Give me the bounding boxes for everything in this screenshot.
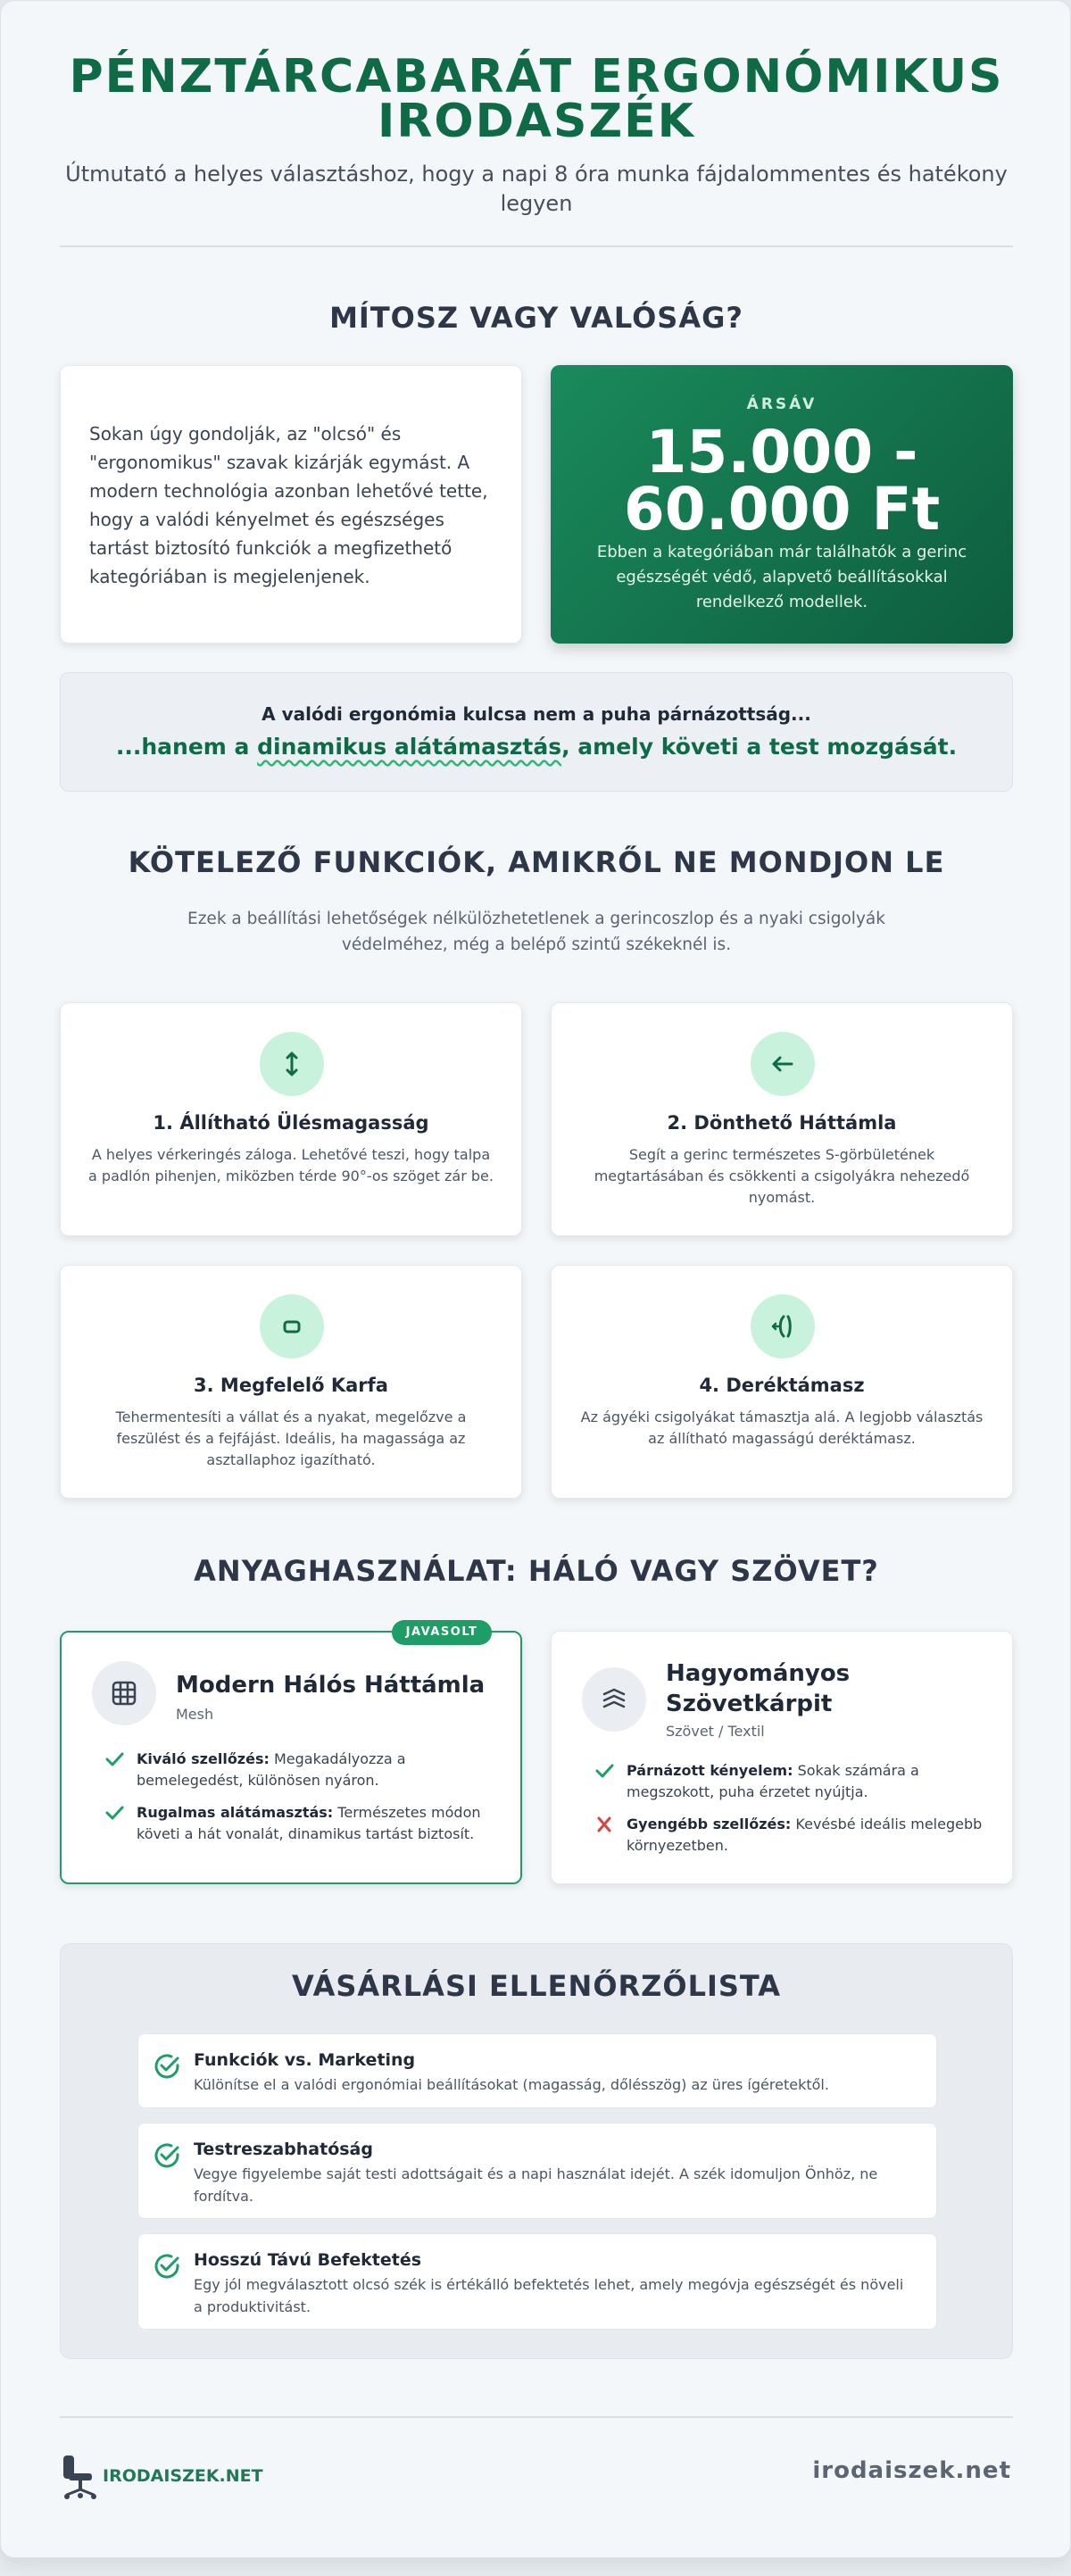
footer-logo-text: IRODAISZEK.NET — [103, 2466, 263, 2486]
bullet-text: Kevésbé ideális melegebb környezetben. — [627, 1816, 983, 1854]
callout-highlight: dinamikus alátámasztás — [257, 734, 562, 760]
grid-icon — [92, 1661, 156, 1725]
footer-logo[interactable] — [60, 2450, 274, 2500]
checklist-item-desc: Egy jól megválasztott olcsó szék is értékálló befektetés lehet, amely megóvja egészségét és növeli a produktivitást. — [194, 2276, 904, 2315]
fabric-title-line2: Szövetkárpit — [666, 1691, 833, 1717]
bullet-label: Rugalmas alátámasztás: — [137, 1804, 334, 1821]
features-section-title: KÖTELEZŐ FUNKCIÓK, AMIKRŐL NE MONDJON LE — [128, 845, 945, 879]
check-circle-icon — [153, 2252, 181, 2284]
feature-title: 4. Deréktámasz — [699, 1375, 865, 1396]
page-title-line2: IRODASZÉK — [378, 95, 695, 148]
cross-icon — [594, 1816, 614, 1840]
page-title-line1: PÉNZTÁRCABARÁT ERGONÓMIKUS — [69, 50, 1004, 104]
checklist-item-title: Hosszú Távú Befektetés — [194, 2250, 422, 2270]
price-range-card — [551, 365, 1013, 644]
myth-text-card — [60, 365, 522, 644]
bullet-label: Kiváló szellőzés: — [137, 1750, 270, 1767]
bullet-label: Gyengébb szellőzés: — [627, 1816, 792, 1832]
price-label: ÁRSÁV — [746, 395, 818, 413]
callout-box — [60, 672, 1013, 792]
bullet-text: Megakadályozza a bemelegedést, különösen nyáron. — [137, 1750, 406, 1789]
price-value — [551, 418, 1013, 544]
price-value-line1: 15.000 - — [645, 418, 918, 486]
fabric-subtitle: Szövet / Textil — [666, 1723, 765, 1740]
feature-card-lumbar — [551, 1265, 1013, 1499]
checklist-title: VÁSÁRLÁSI ELLENŐRZŐLISTA — [291, 1969, 782, 2003]
feature-desc: Tehermentesíti a vállat és a nyakat, megelőzve a feszülést és a fejfájást. Ideális, ha magassága az asztallaphoz igazítható. — [115, 1408, 467, 1468]
materials-section-title: ANYAGHASZNÁLAT: HÁLÓ VAGY SZÖVET? — [194, 1554, 879, 1588]
feature-card-backrest — [551, 1002, 1013, 1236]
purchase-checklist — [60, 1943, 1013, 2359]
checklist-item-title: Funkciók vs. Marketing — [194, 2050, 416, 2070]
checklist-item — [137, 2123, 937, 2219]
check-icon — [594, 1762, 614, 1786]
fabric-con-ventilation — [594, 1814, 987, 1857]
bullet-text: Természetes módon követi a hát vonalát, dinamikus tartást biztosít. — [137, 1804, 481, 1842]
feature-title: 3. Megfelelő Karfa — [194, 1375, 388, 1396]
myth-text: Sokan úgy gondolják, az "olcsó" és "ergonomikus" szavak kizárják egymást. A modern technológia azonban lehetővé tette, hogy a valódi kényelmet és egészséges tartást biztosító funkciók a megfizethető kategóriában is megjelenjenek. — [89, 423, 488, 587]
checklist-item-desc: Vegye figyelembe saját testi adottságait és a napi használat idejét. A szék idomuljon Önhöz, ne fordítva. — [194, 2165, 878, 2205]
armrest-icon — [260, 1294, 324, 1359]
callout-line2 — [61, 734, 1012, 760]
feature-desc: A helyes vérkeringés záloga. Lehetővé teszi, hogy talpa a padlón pihenjen, miközben térde 90°-os szöget zár be. — [88, 1146, 494, 1184]
checklist-item-desc: Különítse el a valódi ergonómiai beállításokat (magasság, dőlésszög) az üres ígéretektől. — [194, 2076, 829, 2093]
footer-domain-link[interactable]: irodaiszek.net — [812, 2457, 1011, 2484]
myth-section-title: MÍTOSZ VAGY VALÓSÁG? — [329, 301, 743, 335]
fabric-title — [666, 1658, 850, 1719]
recommended-badge: JAVASOLT — [392, 1620, 492, 1645]
feature-card-armrest — [60, 1265, 522, 1499]
bullet-text: Sokak számára a megszokott, puha érzetet nyújtja. — [627, 1762, 919, 1800]
office-chair-icon — [60, 2454, 101, 2500]
feature-desc: Az ágyéki csigolyákat támasztja alá. A legjobb választás az állítható magasságú deréktámasz. — [580, 1408, 984, 1447]
page-title — [60, 50, 1013, 148]
mesh-subtitle: Mesh — [176, 1706, 214, 1723]
mesh-pro-support — [104, 1802, 497, 1845]
divider — [60, 245, 1013, 247]
checklist-item — [137, 2233, 937, 2330]
checklist-item-title: Testreszabhatóság — [194, 2140, 373, 2159]
footer-divider — [60, 2416, 1013, 2418]
feature-title: 1. Állítható Ülésmagasság — [153, 1112, 429, 1134]
page-subtitle: Útmutató a helyes választáshoz, hogy a napi 8 óra munka fájdalommentes és hatékony legyen — [65, 162, 1008, 216]
price-value-line2: 60.000 Ft — [623, 475, 941, 544]
mesh-pro-ventilation — [104, 1749, 497, 1791]
mesh-title: Modern Hálós Háttámla — [176, 1672, 486, 1699]
check-icon — [104, 1804, 124, 1828]
fabric-title-line1: Hagyományos — [666, 1660, 851, 1687]
callout-line1: A valódi ergonómia kulcsa nem a puha párnázottság... — [262, 703, 811, 725]
layers-icon — [582, 1667, 646, 1732]
bullet-label: Párnázott kényelem: — [627, 1762, 793, 1779]
check-circle-icon — [153, 2141, 181, 2173]
callout-prefix: ...hanem a — [115, 734, 258, 760]
callout-suffix: , amely követi a test mozgását. — [561, 734, 958, 760]
checklist-item — [137, 2033, 937, 2108]
check-icon — [104, 1750, 124, 1774]
feature-card-seat-height — [60, 1002, 522, 1236]
check-circle-icon — [153, 2052, 181, 2084]
vertical-arrows-icon — [260, 1032, 324, 1096]
fabric-pro-comfort — [594, 1760, 987, 1803]
arrow-left-icon — [751, 1032, 815, 1096]
price-description: Ebben a kategóriában már találhatók a gerinc egészségét védő, alapvető beállításokkal rendelkező modellek. — [596, 543, 967, 611]
lumbar-icon — [751, 1294, 815, 1359]
feature-desc: Segít a gerinc természetes S-görbületének megtartásában és csökkenti a csigolyákra nehezedő nyomást. — [594, 1146, 970, 1206]
features-subtitle: Ezek a beállítási lehetőségek nélkülözhetetlenek a gerincoszlop és a nyaki csigolyák védelméhez, még a belépő szintű székeknél is. — [187, 910, 885, 954]
fabric-card — [551, 1631, 1013, 1884]
feature-title: 2. Dönthető Háttámla — [667, 1112, 897, 1134]
mesh-card — [60, 1625, 522, 1884]
